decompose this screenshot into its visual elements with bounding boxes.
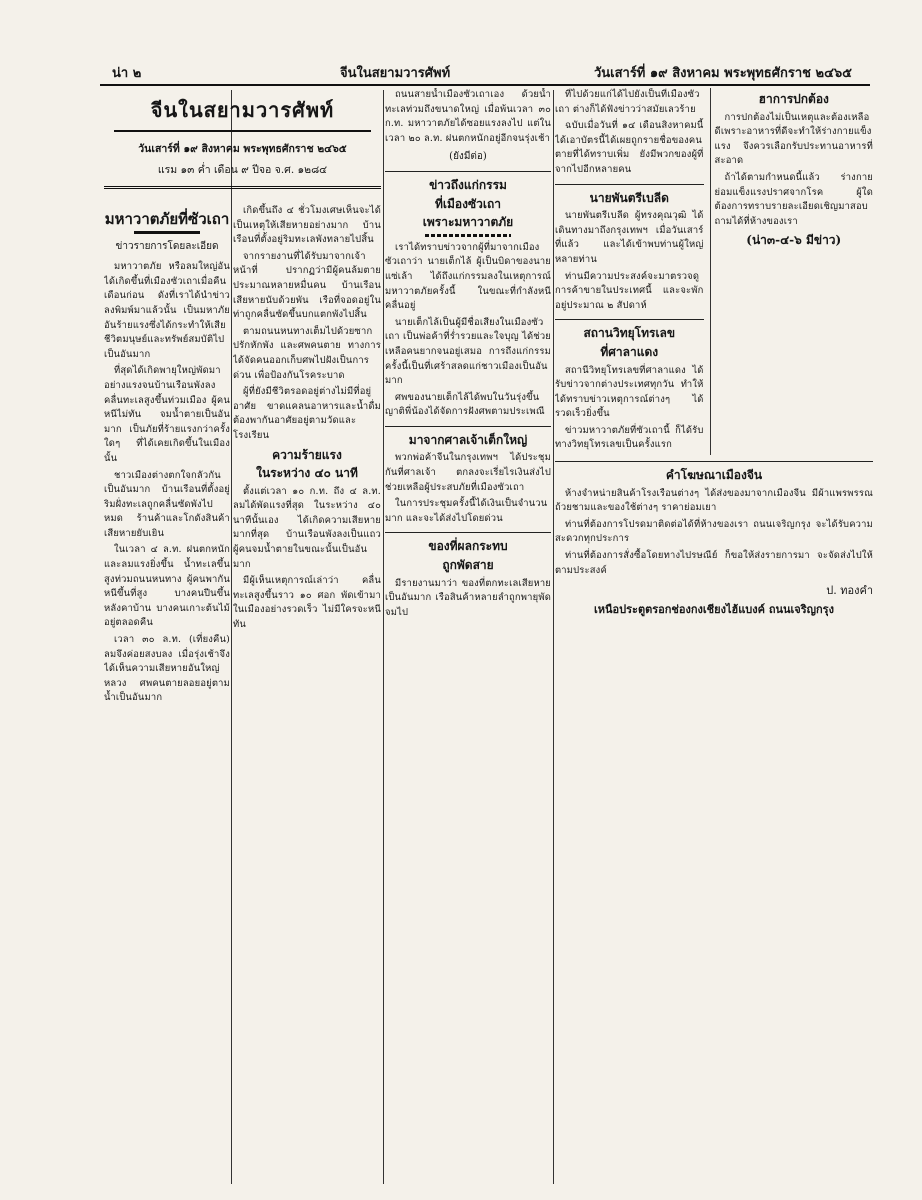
paragraph: ถนนสายน้ำเมืองซัวเถาเอง ด้วยน้ำทะเลท่วมถึงขนาดใหญ่ เมื่อพ้นเวลา ๓๐ ก.ท. มหาวาตภัยได้ซอยแรงลงไป แต่ในเวลา ๒๐ ล.ท. ฝนตกหนักอยู่อีกจนรุ่งเช้า (385, 89, 551, 144)
article-body (385, 577, 551, 621)
masthead-lunar-date: แรม ๑๓ ค่ำ เดือน ๙ ปีจอ จ.ศ. ๑๒๘๔ (157, 164, 328, 176)
advert-body (715, 111, 873, 230)
article-body (555, 88, 704, 178)
section-heading: สถานวิทยุโทรเลข (583, 326, 676, 341)
running-head (90, 58, 882, 84)
masthead-date: วันเสาร์ที่ ๑๙ สิงหาคม พระพุทธศักราช ๒๔๖๕ (138, 143, 347, 155)
paragraph: การปกต้องไม่เป็นเหตุและต้องเหลือดีเพราะอาหารที่ดีจะทำให้ร่างกายแข็งแรง จึงควรเลือกรับประทานอาหารที่สะอาด (714, 111, 873, 167)
column-rule (553, 90, 554, 1184)
headline-rule (134, 231, 200, 234)
column-4 (555, 88, 873, 1200)
section-heading: มาจากศาลเจ้าเต็กใหญ่ (408, 432, 528, 447)
masthead-title: จีนในสยามวารศัพท์ (150, 98, 335, 122)
column-1 (104, 88, 230, 1200)
column-2 (233, 88, 381, 1200)
section-heading: เพราะมหาวาตภัย (422, 215, 514, 230)
continuation-note: (น่า๓-๔-๖ มีข่าว) (746, 233, 842, 248)
paragraph: ท่านที่ต้องการโปรดมาติดต่อได้ที่ห้างของเรา ถนนเจริญกรุง จะได้รับความสะดวกทุกประการ (555, 518, 873, 545)
section-rule (385, 532, 551, 533)
column-3 (385, 88, 551, 1200)
paragraph: เกิดขึ้นถึง ๔ ชั่วโมงเศษเห็นจะได้ เป็นเหตุให้เสียหายอย่างมาก บ้านเรือนที่ตั้งอยู่ริมทะเลพังทลายไปสิ้น (233, 205, 381, 246)
article-body (104, 260, 230, 706)
paper-name: จีนในสยามวารศัพท์ (340, 66, 451, 81)
article-body (385, 241, 551, 420)
advert-heading: ฮาการปกต้อง (758, 92, 829, 106)
section-heading: ความร้ายแรง (272, 447, 342, 462)
section-heading: นายพันตรีเบลีด (589, 190, 669, 205)
column-rule (383, 90, 384, 1184)
section-rule (385, 171, 551, 172)
section-heading: ในระหว่าง ๔๐ นาที (256, 466, 358, 481)
paragraph: ที่สุดได้เกิดพายุใหญ่พัดมาอย่างแรงจนบ้านเรือนพังลง คลื่นทะเลสูงขึ้นท่วมเมือง ผู้คนหนีไม่ทัน จมน้ำตายเป็นอันมาก เป็นภัยที่ร้ายแรงกว่าครั้งใดๆ ที่ได้เคยเกิดขึ้นในเมืองนั้น (104, 365, 230, 464)
continued-label: (ยังมีต่อ) (449, 151, 487, 163)
section-heading: ของที่ผลกระทบ (428, 539, 508, 554)
paragraph: ฉบับเมื่อวันที่ ๑๔ เดือนสิงหาคมนี้ได้เอาบัตรนี้ได้เผยถูกรายชื่อของคนตายที่ได้ทราบเพิ่ม ยังมีพวกของผู้ที่จากไปอีกหลายคน (555, 120, 704, 175)
article-body (233, 204, 381, 444)
column-4-top (555, 88, 873, 455)
paragraph: ท่านที่ต้องการสั่งซื้อโดยทางไปรษณีย์ ก็ขอให้ส่งรายการมา จะจัดส่งไปให้ตามประสงค์ (555, 550, 873, 576)
section-heading: ที่ศาลาแดง (600, 344, 659, 359)
paragraph: ในการประชุมครั้งนี้ได้เงินเป็นจำนวนมาก และจะได้ส่งไปโดยด่วน (385, 498, 548, 524)
ornamental-rule (425, 234, 511, 237)
section-rule (385, 426, 551, 427)
head-rule (100, 84, 870, 86)
issue-date: วันเสาร์ที่ ๑๙ สิงหาคม พระพุทธศักราช ๒๔๖๕ (593, 66, 852, 81)
paragraph: นายพันตรีเบลีด ผู้ทรงคุณวุฒิ ได้เดินทางมาถึงกรุงเทพฯ เมื่อวันเสาร์ที่แล้ว และได้เข้าพบท่านผู้ใหญ่หลายท่าน (555, 210, 704, 265)
paragraph: ท่านมีความประสงค์จะมาตรวจดูการค้าขายในประเทศนี้ และจะพักอยู่ประมาณ ๒ สัปดาห์ (555, 270, 704, 311)
section-heading: ที่เมืองซัวเถา (435, 196, 501, 211)
column-rule (231, 90, 232, 1184)
article-body (555, 364, 704, 454)
section-rule (555, 184, 704, 185)
paragraph: ถ้าได้ตามกำหนดนี้แล้ว ร่างกายย่อมแข็งแรงปราศจากโรค ผู้ใดต้องการทราบรายละเอียดเชิญมาสอบถามได้ที่ห้างของเรา (714, 171, 873, 227)
paragraph: ชาวเมืองต่างตกใจกลัวกันเป็นอันมาก บ้านเรือนที่ตั้งอยู่ริมฝั่งทะเลถูกคลื่นซัดพังไปหมด ร้านค้าและโกดังสินค้าเสียหายยับเยิน (104, 469, 230, 539)
article-body (385, 88, 551, 146)
advert-signature: ป. ทองคำ (826, 584, 873, 598)
paragraph: มีผู้เห็นเหตุการณ์เล่าว่า คลื่นทะเลสูงขึ้นราว ๑๐ ศอก พัดเข้ามาในเมืองอย่างรวดเร็ว ไม่มีใครจะหนีทัน (233, 575, 381, 631)
paragraph: สถานีวิทยุโทรเลขที่ศาลาแดง ได้รับข่าวจากต่างประเทศทุกวัน ทำให้ได้ทราบข่าวเหตุการณ์ต่างๆ ได้รวดเร็วยิ่งขึ้น (555, 364, 704, 420)
section-rule (555, 319, 704, 320)
paragraph: มหาวาตภัย หรือลมใหญ่อันได้เกิดขึ้นที่เมืองซัวเถาเมื่อคืนเดือนก่อน ดังที่เราได้นำข่าวลงพิมพ์มาแล้วนั้น เป็นมหาภัยอันร้ายแรงซึ่งได้กระทำให้เสียชีวิตมนุษย์และทรัพย์สมบัติไปเป็นอันมาก (104, 261, 230, 360)
advert-body (555, 487, 873, 579)
article-body (555, 209, 704, 313)
advert-address: เหนือประตูตรอกช่องกงเชียงไฮ้แบงค์ ถนนเจริญกรุง (594, 602, 834, 616)
advert-heading: คำโฆษณาเมืองจีน (665, 468, 763, 483)
paragraph: เราได้ทราบข่าวจากผู้ที่มาจากเมืองซัวเถาว่า นายเต็กไล้ ผู้เป็นบิดาของนายแซ่เล้า ได้ถึงแก่กรรมลงในเหตุการณ์มหาวาตภัยครั้งนี้ ในขณะที่กำลังหนีคลื่นอยู่ (385, 241, 551, 312)
section-heading: ข่าวถึงแก่กรรม (429, 177, 507, 192)
paragraph: ในเวลา ๔ ล.ท. ฝนตกหนักและลมแรงยิ่งขึ้น น้ำทะเลขึ้นสูงท่วมถนนหนทาง ผู้คนพากันหนีขึ้นที่สูง บางคนปีนขึ้นหลังคาบ้าน บางคนเกาะต้นไม้อยู่ตลอดคืน (104, 544, 230, 629)
paragraph: ห้างจำหน่ายสินค้าโรงเรือนต่างๆ ได้ส่งของมาจากเมืองจีน มีผ้าแพรพรรณ ถ้วยชามและของใช้ต่างๆ ราคาย่อมเยา (555, 487, 873, 514)
section-rule (555, 461, 873, 462)
paragraph: ที่ไปด้วยแก่ได้ไปยังเป็นที่เมืองซัวเถา ต่างก็ได้ฟังข่าวว่าสมัยเลวร้าย (555, 89, 700, 115)
paragraph: นายเต็กไล้เป็นผู้มีชื่อเสียงในเมืองซัวเถา เป็นพ่อค้าที่ร่ำรวยและใจบุญ ได้ช่วยเหลือคนยากจนอยู่เสมอ การถึงแก่กรรมครั้งนี้เป็นที่เศร้าสลดแก่ชาวเมืองเป็นอันมาก (385, 316, 551, 387)
article-body (233, 485, 381, 633)
paragraph: เวลา ๓๐ ล.ท. (เที่ยงคืน) ลมจึงค่อยสงบลง เมื่อรุ่งเช้าจึงได้เห็นความเสียหายอันใหญ่หลวง ศพคนตายลอยอยู่ตามน้ำเป็นอันมาก (104, 634, 230, 704)
section-heading: ถูกพัดสาย (442, 558, 494, 573)
article-body (385, 451, 551, 526)
paragraph: จากรายงานที่ได้รับมาจากเจ้าหน้าที่ ปรากฏว่ามีผู้คนล้มตายประมาณหลายหมื่นคน บ้านเรือนเสียหายนับด้วยพัน เรือที่จอดอยู่ในท่าถูกคลื่นซัดขึ้นบกแตกพังไปสิ้น (233, 250, 381, 321)
subheadline: ข่าวรายการโดยละเอียด (115, 240, 219, 252)
paragraph: ศพของนายเต็กไล้ได้พบในวันรุ่งขึ้น ญาติพี่น้องได้จัดการฝังศพตามประเพณี (385, 391, 545, 418)
column-4-left (555, 88, 704, 455)
paragraph: ผู้ที่ยังมีชีวิตรอดอยู่ต่างไม่มีที่อยู่อาศัย ขาดแคลนอาหารและน้ำดื่ม ต้องพากันอาศัยอยู่ตามวัดและโรงเรียน (233, 386, 381, 441)
paragraph: ตามถนนหนทางเต็มไปด้วยซากปรักหักพัง และศพคนตาย ทางการได้จัดคนออกเก็บศพไปฝังเป็นการด่วน เพื่อป้องกันโรคระบาด (233, 325, 381, 381)
headline: มหาวาตภัยที่ซัวเถา (104, 210, 230, 228)
paragraph: ข่าวมหาวาตภัยที่ซัวเถานี้ ก็ได้รับทางวิทยุโทรเลขเป็นครั้งแรก (555, 424, 704, 451)
paragraph: มีรายงานมาว่า ของที่ตกทะเลเสียหายเป็นอันมาก เรือสินค้าหลายลำถูกพายุพัดจมไป (385, 577, 551, 618)
paragraph: พวกพ่อค้าจีนในกรุงเทพฯ ได้ประชุมกันที่ศาลเจ้า ตกลงจะเรี่ยไรเงินส่งไปช่วยเหลือผู้ประสบภัยที่เมืองซัวเถา (385, 452, 551, 493)
column-4-right (710, 88, 873, 455)
paragraph: ตั้งแต่เวลา ๑๐ ก.ท. ถึง ๔ ล.ท. ลมได้พัดแรงที่สุด ในระหว่าง ๔๐ นาทีนั้นเอง ได้เกิดความเสียหายมากที่สุด บ้านเรือนพังลงเป็นแถว ผู้คนจมน้ำตายในขณะนั้นเป็นอันมาก (233, 485, 381, 570)
page-number: น่า ๒ (112, 66, 142, 81)
